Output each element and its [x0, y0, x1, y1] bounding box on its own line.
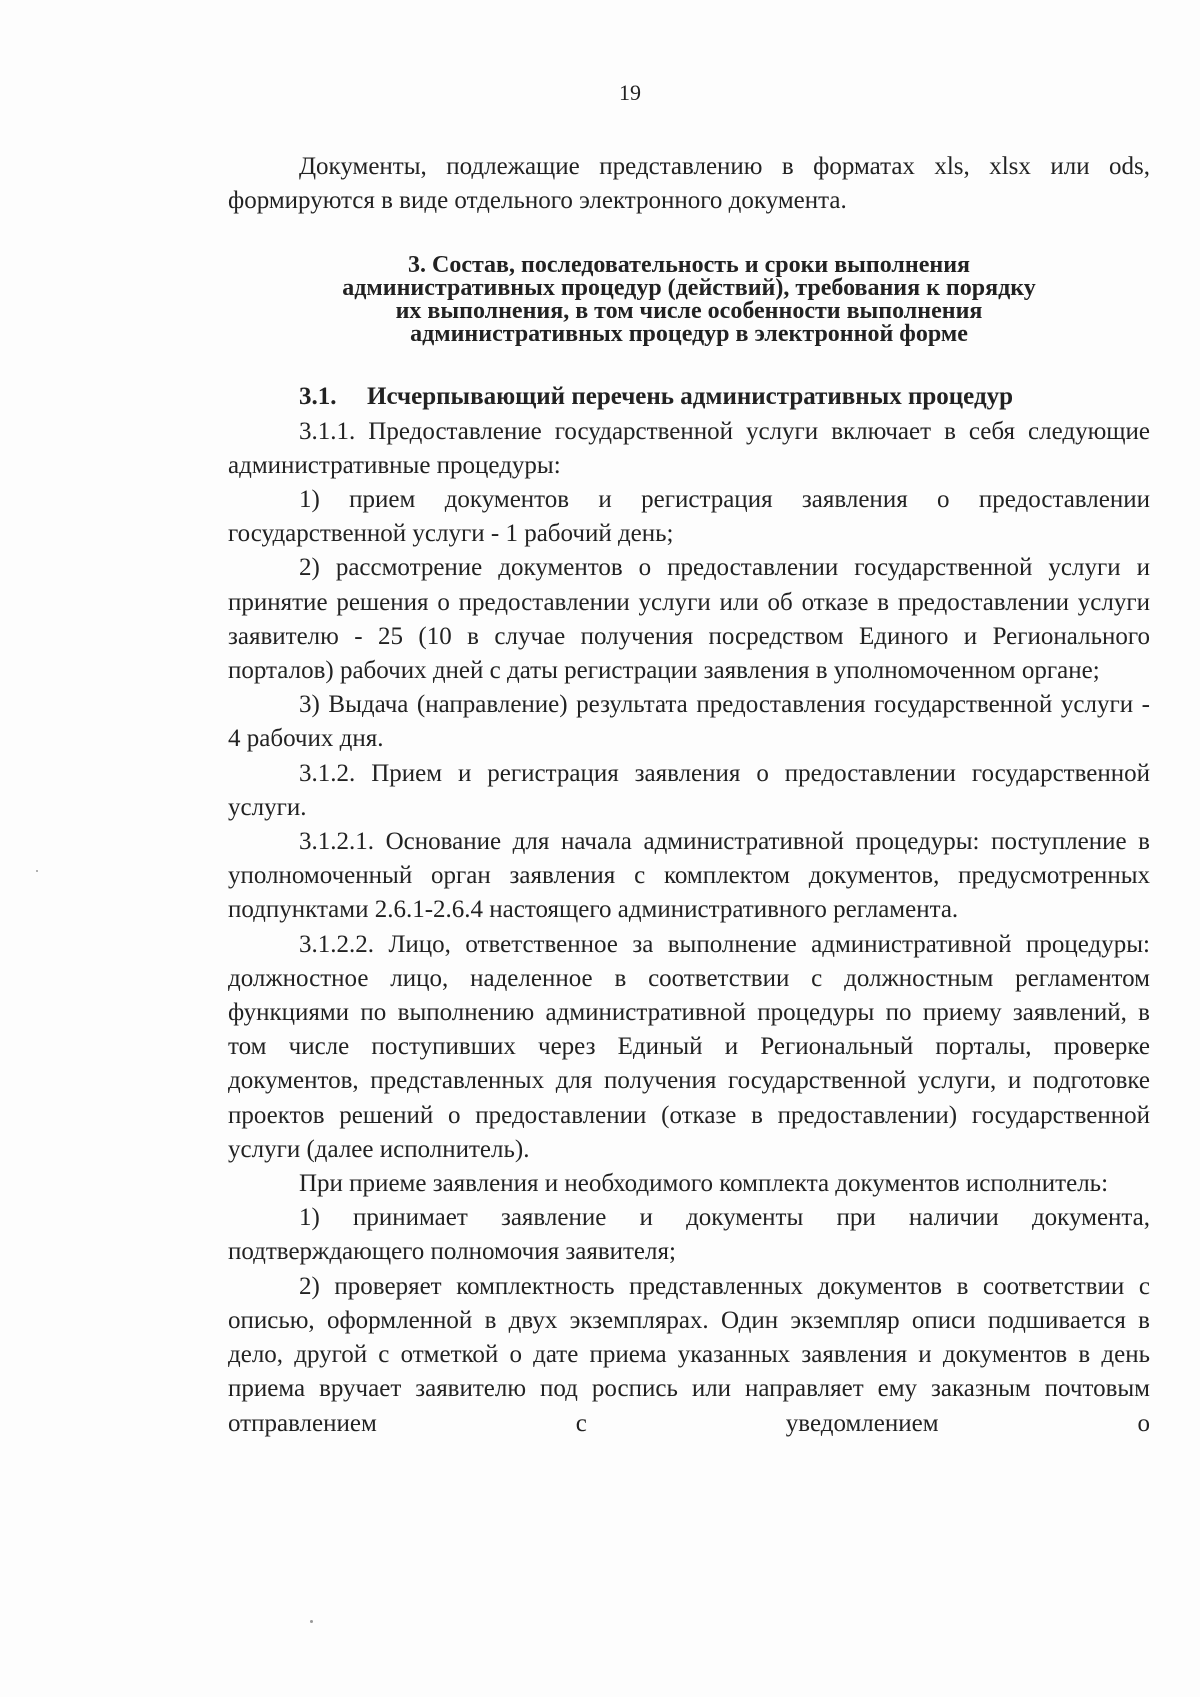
paragraph: 3.1.2.1. Основание для начала административной процедуры: поступление в уполномоченный орган заявления с комплектом документов, предусмотренных подпунктами 2.6.1-2.6.4 настоящего административного регламента. [228, 828, 1150, 924]
intro-line-2: формируются в виде отдельного электронного документа. [228, 187, 847, 215]
page-number: 19 [619, 80, 641, 105]
paragraph: 3.1.2. Прием и регистрация заявления о предоставлении государственной услуги. [228, 759, 1150, 821]
paragraph: 3.1.1. Предоставление государственной услуги включает в себя следующие административные процедуры: [228, 417, 1150, 479]
section-heading-line: административных процедур (действий), требования к порядку [342, 275, 1036, 302]
paragraph: 1) прием документов и регистрация заявления о предоставлении государственной услуги - 1 рабочий день; [228, 486, 1150, 548]
intro-line-1: Документы, подлежащие представлению в форматах xls, xlsx или ods, [299, 153, 1150, 180]
paragraph: 3.1.2.2. Лицо, ответственное за выполнение административной процедуры: должностное лицо, наделенное в соответствии с должностным регламентом функциями по выполнению административной процедуры по приему заявлений, в том числе поступивших через Единый и Региональный порталы, проверке документов, представленных для получения государственной услуги, и подготовке проектов решений о предоставлении (отказе в предоставлении) государственной услуги (далее исполнитель). [228, 930, 1150, 1163]
paragraph: 2) проверяет комплектность представленных документов в соответствии с описью, оформленной в двух экземплярах. Один экземпляр описи подшивается в дело, другой с отметкой о дате приема указанных заявления и документов в день приема вручает заявителю под роспись или направляет ему заказным почтовым отправлением с уведомлением о [228, 1272, 1150, 1437]
paragraph: 2) рассмотрение документов о предоставлении государственной услуги и принятие решения о предоставлении услуги или об отказе в предоставлении услуги заявителю - 25 (10 в случае получения посредством Единого и Регионального порталов) рабочих дней с даты регистрации заявления в уполномоченном органе; [228, 554, 1150, 685]
section-heading-line: их выполнения, в том числе особенности выполнения [395, 298, 983, 325]
scan-speck [310, 1620, 313, 1623]
paragraph: 3) Выдача (направление) результата предоставления государственной услуги - 4 рабочих дня. [228, 691, 1150, 753]
paragraph: 1) принимает заявление и документы при наличии документа, подтверждающего полномочия заявителя; [228, 1204, 1150, 1266]
subsection-heading [228, 380, 1150, 414]
page-content [228, 150, 1150, 1441]
section-heading [228, 254, 1150, 346]
section-heading-line: административных процедур в электронной форме [410, 321, 968, 348]
paragraph: При приеме заявления и необходимого комплекта документов исполнитель: [299, 1170, 1109, 1198]
scan-speck [36, 870, 38, 872]
subsection-number: 3.1. [299, 383, 337, 411]
subsection-title: Исчерпывающий перечень административных процедур [367, 383, 1013, 411]
section-heading-line: 3. Состав, последовательность и сроки выполнения [407, 252, 971, 279]
